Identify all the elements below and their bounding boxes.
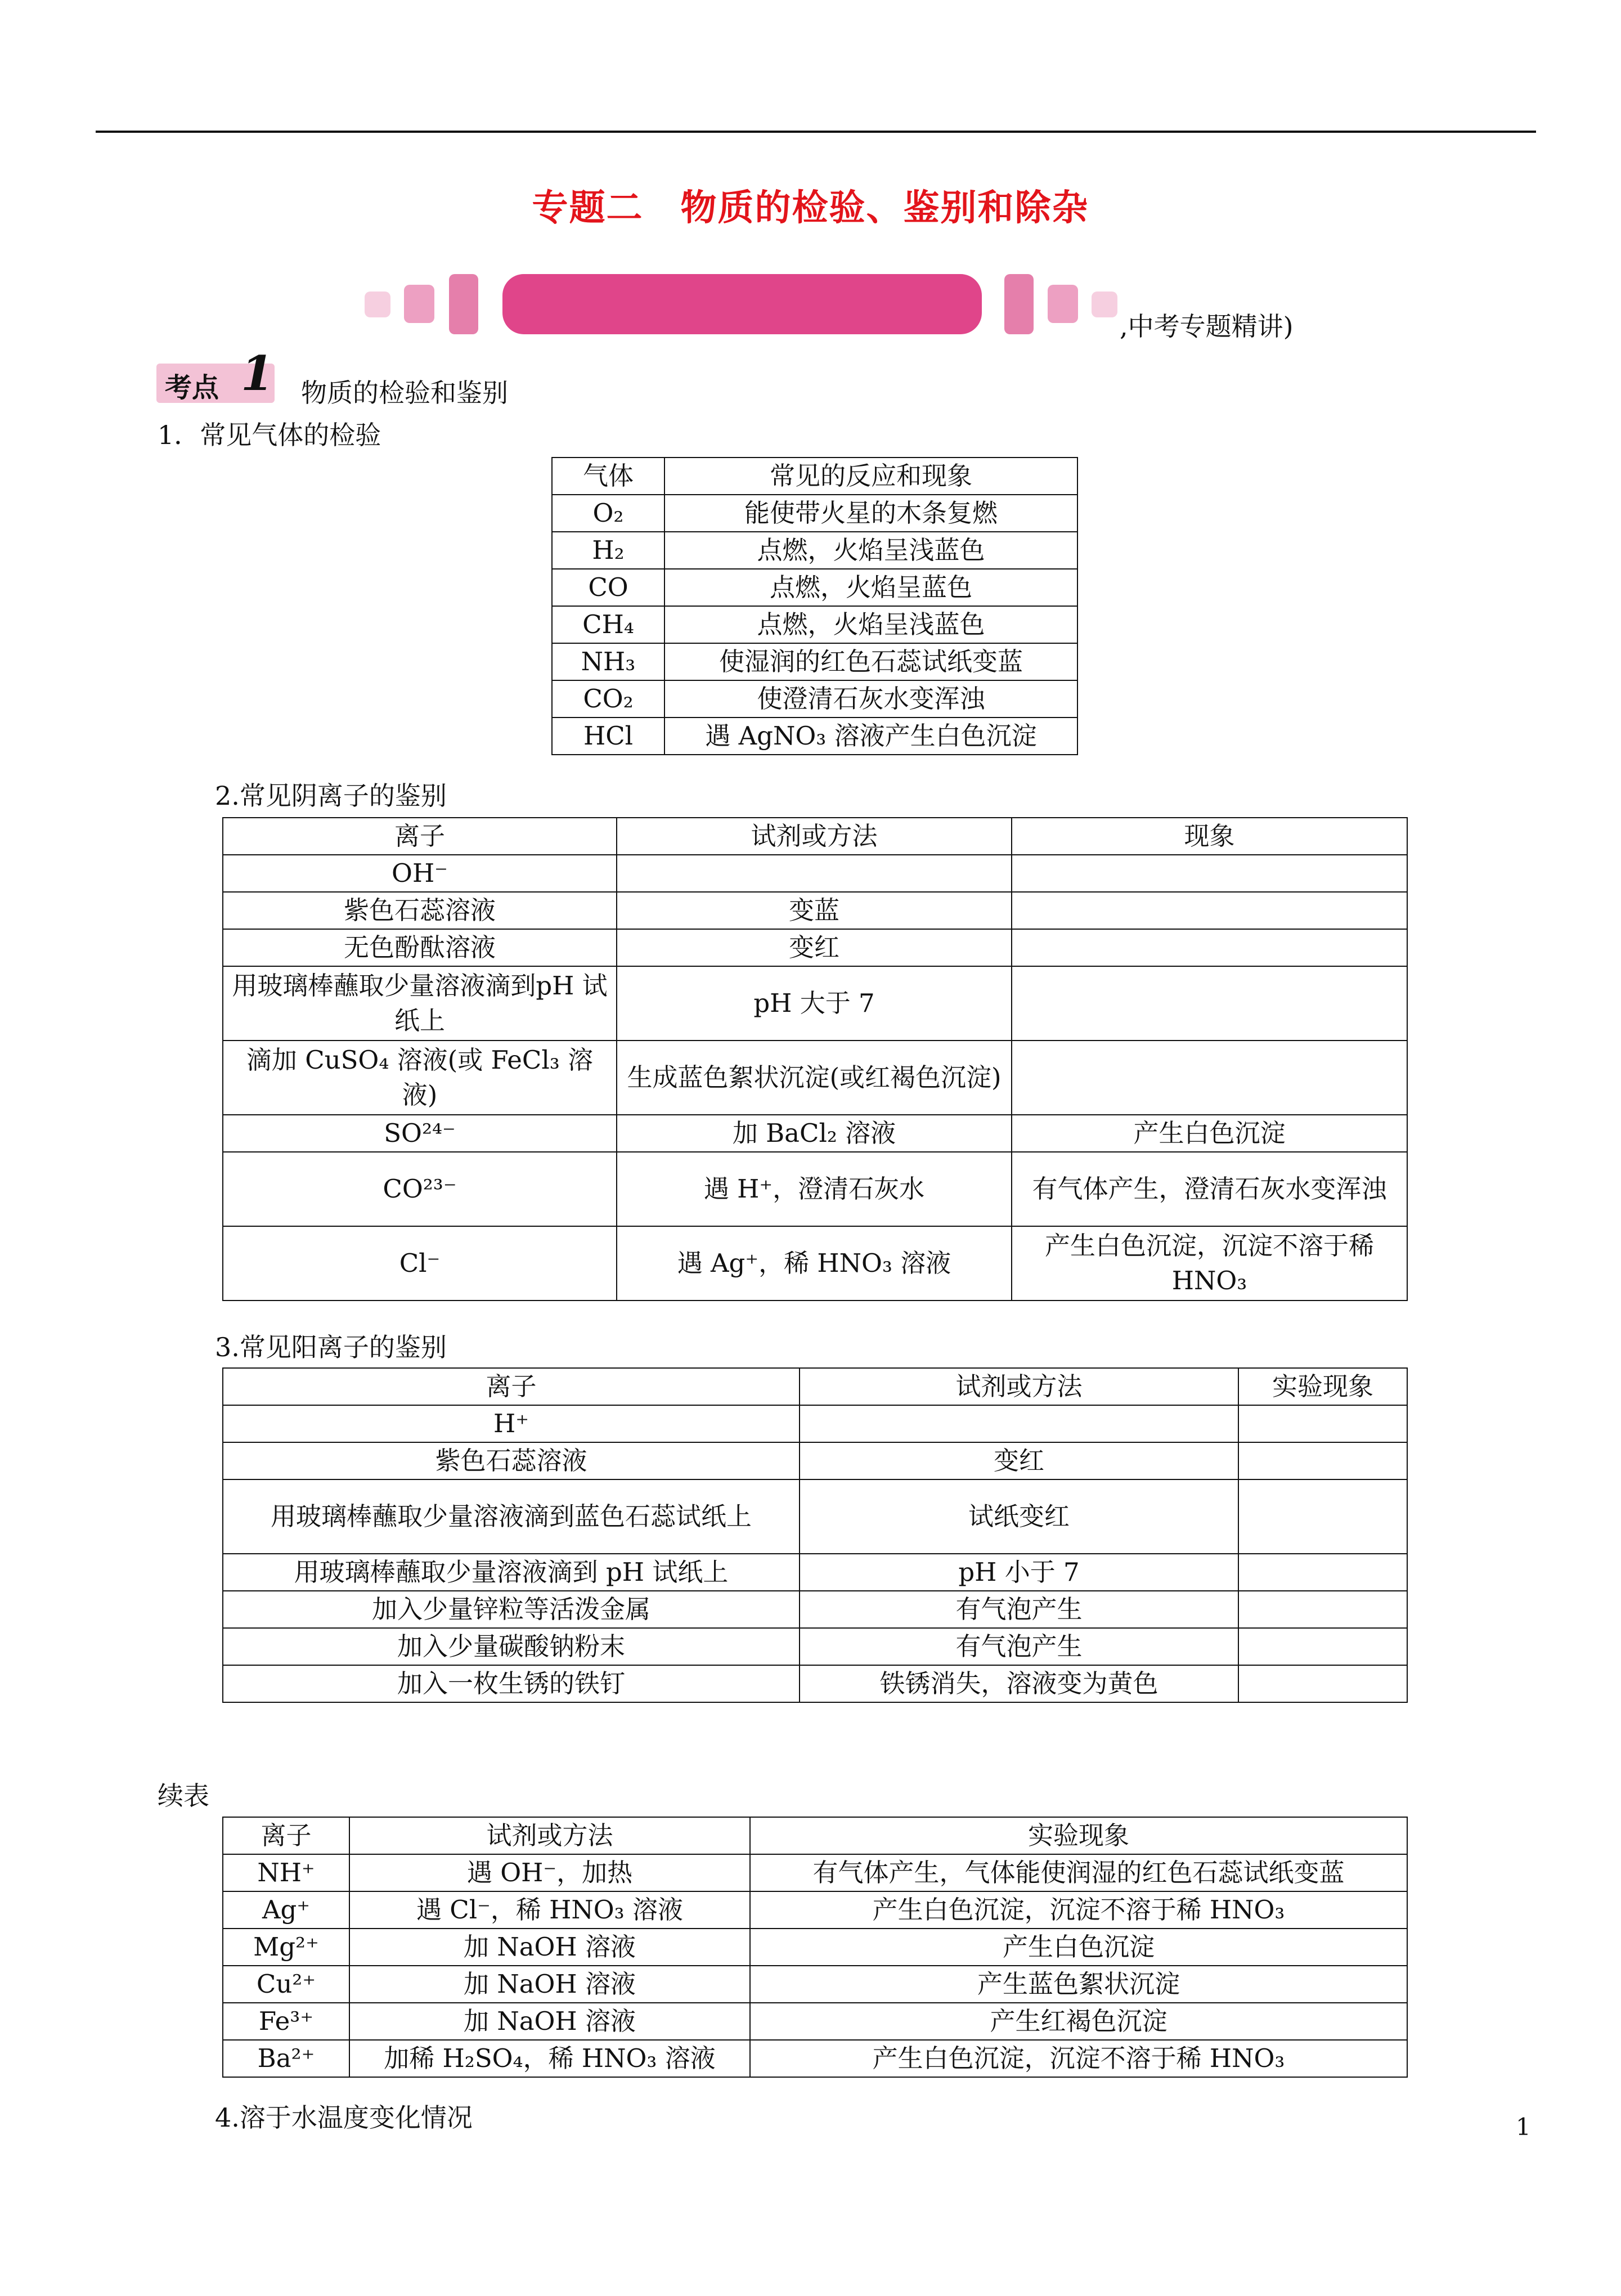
table-header-row [223,1817,1407,1854]
table-row [223,1442,1407,1479]
table-cell: 加 BaCl₂ 溶液 [617,1115,1012,1152]
table-row [223,1854,1407,1891]
table-cell: H⁺ [223,1405,800,1442]
table-row [223,1966,1407,2003]
table-header-cell: 常见的反应和现象 [664,458,1077,495]
kaodian-number: 1 [241,346,274,401]
table-cell: 加入少量碳酸钠粉末 [223,1628,800,1665]
table-row [223,1929,1407,1966]
kaodian-label: 考点 [165,372,219,403]
table-cell: 产生白色沉淀，沉淀不溶于稀 HNO₃ [750,2040,1407,2077]
table-cell: 产生白色沉淀，沉淀不溶于稀 HNO₃ [1012,1226,1407,1301]
table-header-cell: 试剂或方法 [617,818,1012,855]
table-row [223,1665,1407,1702]
table-cell [1238,1628,1407,1665]
table-cell: Cu²⁺ [223,1966,349,2003]
table-cell: 遇 OH⁻，加热 [349,1854,750,1891]
table-cell: 遇 Ag⁺，稀 HNO₃ 溶液 [617,1226,1012,1301]
table-cell: 产生蓝色絮状沉淀 [750,1966,1407,2003]
table-cell: Ag⁺ [223,1891,349,1929]
table-row [223,929,1407,966]
table-cell: 遇 AgNO₃ 溶液产生白色沉淀 [664,718,1077,755]
table-row [223,892,1407,929]
table-cell: 变蓝 [617,892,1012,929]
table-cell: 有气体产生，气体能使润湿的红色石蕊试纸变蓝 [750,1854,1407,1891]
table-cell: 用玻璃棒蘸取少量溶液滴到蓝色石蕊试纸上 [223,1479,800,1554]
table-cell: SO²⁴⁻ [223,1115,617,1152]
page-number: 1 [1516,2113,1531,2141]
table-header-cell: 离子 [223,818,617,855]
table-row [223,1115,1407,1152]
table-row [223,1405,1407,1442]
table-cell: CH₄ [552,606,664,643]
table-cell: 有气泡产生 [800,1591,1238,1628]
table-cell [1238,1442,1407,1479]
table-cell: 紫色石蕊溶液 [223,892,617,929]
banner-square-right-1 [1004,274,1034,334]
kaodian-title: 物质的检验和鉴别 [301,378,508,408]
table-cell: 遇 Cl⁻，稀 HNO₃ 溶液 [349,1891,750,1929]
table-row [223,1041,1407,1115]
table-cell: OH⁻ [223,855,617,892]
table-cell: 加入少量锌粒等活泼金属 [223,1591,800,1628]
section-heading-gas-tests: 1．常见气体的检验 [158,420,381,450]
table-cell: 加 NaOH 溶液 [349,2003,750,2040]
table-header-cell: 试剂或方法 [800,1368,1238,1405]
table-row [223,2003,1407,2040]
table-cell: Ba²⁺ [223,2040,349,2077]
table-row [552,532,1077,569]
table-row [552,718,1077,755]
table-cell: 遇 H⁺，澄清石灰水 [617,1152,1012,1226]
table-row [552,680,1077,718]
table-row [223,1891,1407,1929]
table-cell: H₂ [552,532,664,569]
table-header-cell: 实验现象 [1238,1368,1407,1405]
banner-square-left-2 [404,285,434,323]
table-cell: 产生白色沉淀 [1012,1115,1407,1152]
cation-table [222,1367,1408,1703]
table-cell [617,855,1012,892]
table-cell: CO²³⁻ [223,1152,617,1226]
section-heading-dissolution-temperature: 4.溶于水温度变化情况 [215,2102,473,2133]
table-cell: 紫色石蕊溶液 [223,1442,800,1479]
table-cell: NH⁺ [223,1854,349,1891]
table-row [223,1591,1407,1628]
table-cell: pH 小于 7 [800,1554,1238,1591]
section-heading-cation-identification: 3.常见阳离子的鉴别 [215,1332,447,1362]
table-row [223,966,1407,1041]
banner-square-left-3 [449,274,478,334]
table-cell: 加 NaOH 溶液 [349,1929,750,1966]
table-cell: 产生白色沉淀 [750,1929,1407,1966]
table-cell: 点燃，火焰呈浅蓝色 [664,606,1077,643]
table-cell: 有气泡产生 [800,1628,1238,1665]
table-row [223,1554,1407,1591]
table-cell [1012,929,1407,966]
table-row [223,1152,1407,1226]
gas-test-table [551,457,1078,755]
table-row [223,1628,1407,1665]
table-row [223,855,1407,892]
table-cell [1012,966,1407,1041]
table-cell: NH₃ [552,643,664,680]
table-cell [1012,855,1407,892]
table-header-row [223,1368,1407,1405]
table-cell: 试纸变红 [800,1479,1238,1554]
table-cell: 加入一枚生锈的铁钉 [223,1665,800,1702]
table-row [552,495,1077,532]
table-header-row [223,818,1407,855]
table-header-cell: 实验现象 [750,1817,1407,1854]
table-cell: 点燃，火焰呈浅蓝色 [664,532,1077,569]
table-cell [1012,1041,1407,1115]
table-cell [1238,1554,1407,1591]
table-cell: CO [552,569,664,606]
continued-cation-table [222,1817,1408,2078]
banner-square-left-1 [365,292,390,317]
table-cell: 铁锈消失，溶液变为黄色 [800,1665,1238,1702]
table-cell: 加 NaOH 溶液 [349,1966,750,2003]
continued-table-heading: 续表 [158,1781,209,1811]
table-cell [1238,1591,1407,1628]
table-cell: 有气体产生，澄清石灰水变浑浊 [1012,1152,1407,1226]
table-row [552,606,1077,643]
table-cell: 无色酚酞溶液 [223,929,617,966]
anion-table [222,817,1408,1301]
page-title: 专题二 物质的检验、鉴别和除杂 [532,187,1089,229]
table-cell: HCl [552,718,664,755]
table-cell: 变红 [617,929,1012,966]
banner-square-right-3 [1092,292,1117,317]
banner-pill [502,274,982,334]
table-cell: 点燃，火焰呈蓝色 [664,569,1077,606]
table-header-row [552,458,1077,495]
table-cell [1238,1405,1407,1442]
table-row [552,569,1077,606]
table-cell: 产生红褐色沉淀 [750,2003,1407,2040]
table-cell: 滴加 CuSO₄ 溶液(或 FeCl₃ 溶液) [223,1041,617,1115]
table-cell: 生成蓝色絮状沉淀(或红褐色沉淀) [617,1041,1012,1115]
table-cell: 加稀 H₂SO₄，稀 HNO₃ 溶液 [349,2040,750,2077]
table-cell [1238,1665,1407,1702]
table-cell: 用玻璃棒蘸取少量溶液滴到pH 试纸上 [223,966,617,1041]
table-cell: Mg²⁺ [223,1929,349,1966]
table-header-cell: 气体 [552,458,664,495]
table-cell: 用玻璃棒蘸取少量溶液滴到 pH 试纸上 [223,1554,800,1591]
table-cell: Fe³⁺ [223,2003,349,2040]
table-cell: O₂ [552,495,664,532]
banner-caption: ,中考专题精讲) [1120,311,1294,342]
table-cell: 变红 [800,1442,1238,1479]
table-header-cell: 试剂或方法 [349,1817,750,1854]
table-cell: 使湿润的红色石蕊试纸变蓝 [664,643,1077,680]
table-header-cell: 现象 [1012,818,1407,855]
table-cell: 使澄清石灰水变浑浊 [664,680,1077,718]
table-row [223,1226,1407,1301]
table-cell [1012,892,1407,929]
table-header-cell: 离子 [223,1368,800,1405]
table-cell [800,1405,1238,1442]
section-heading-anion-identification: 2.常见阴离子的鉴别 [215,781,447,811]
table-header-cell: 离子 [223,1817,349,1854]
table-cell: 能使带火星的木条复燃 [664,495,1077,532]
table-row [223,2040,1407,2077]
table-cell: pH 大于 7 [617,966,1012,1041]
table-cell: Cl⁻ [223,1226,617,1301]
table-cell: CO₂ [552,680,664,718]
top-rule [96,131,1536,133]
table-cell: 产生白色沉淀，沉淀不溶于稀 HNO₃ [750,1891,1407,1929]
banner-square-right-2 [1048,285,1078,323]
table-row [223,1479,1407,1554]
table-cell [1238,1479,1407,1554]
table-row [552,643,1077,680]
